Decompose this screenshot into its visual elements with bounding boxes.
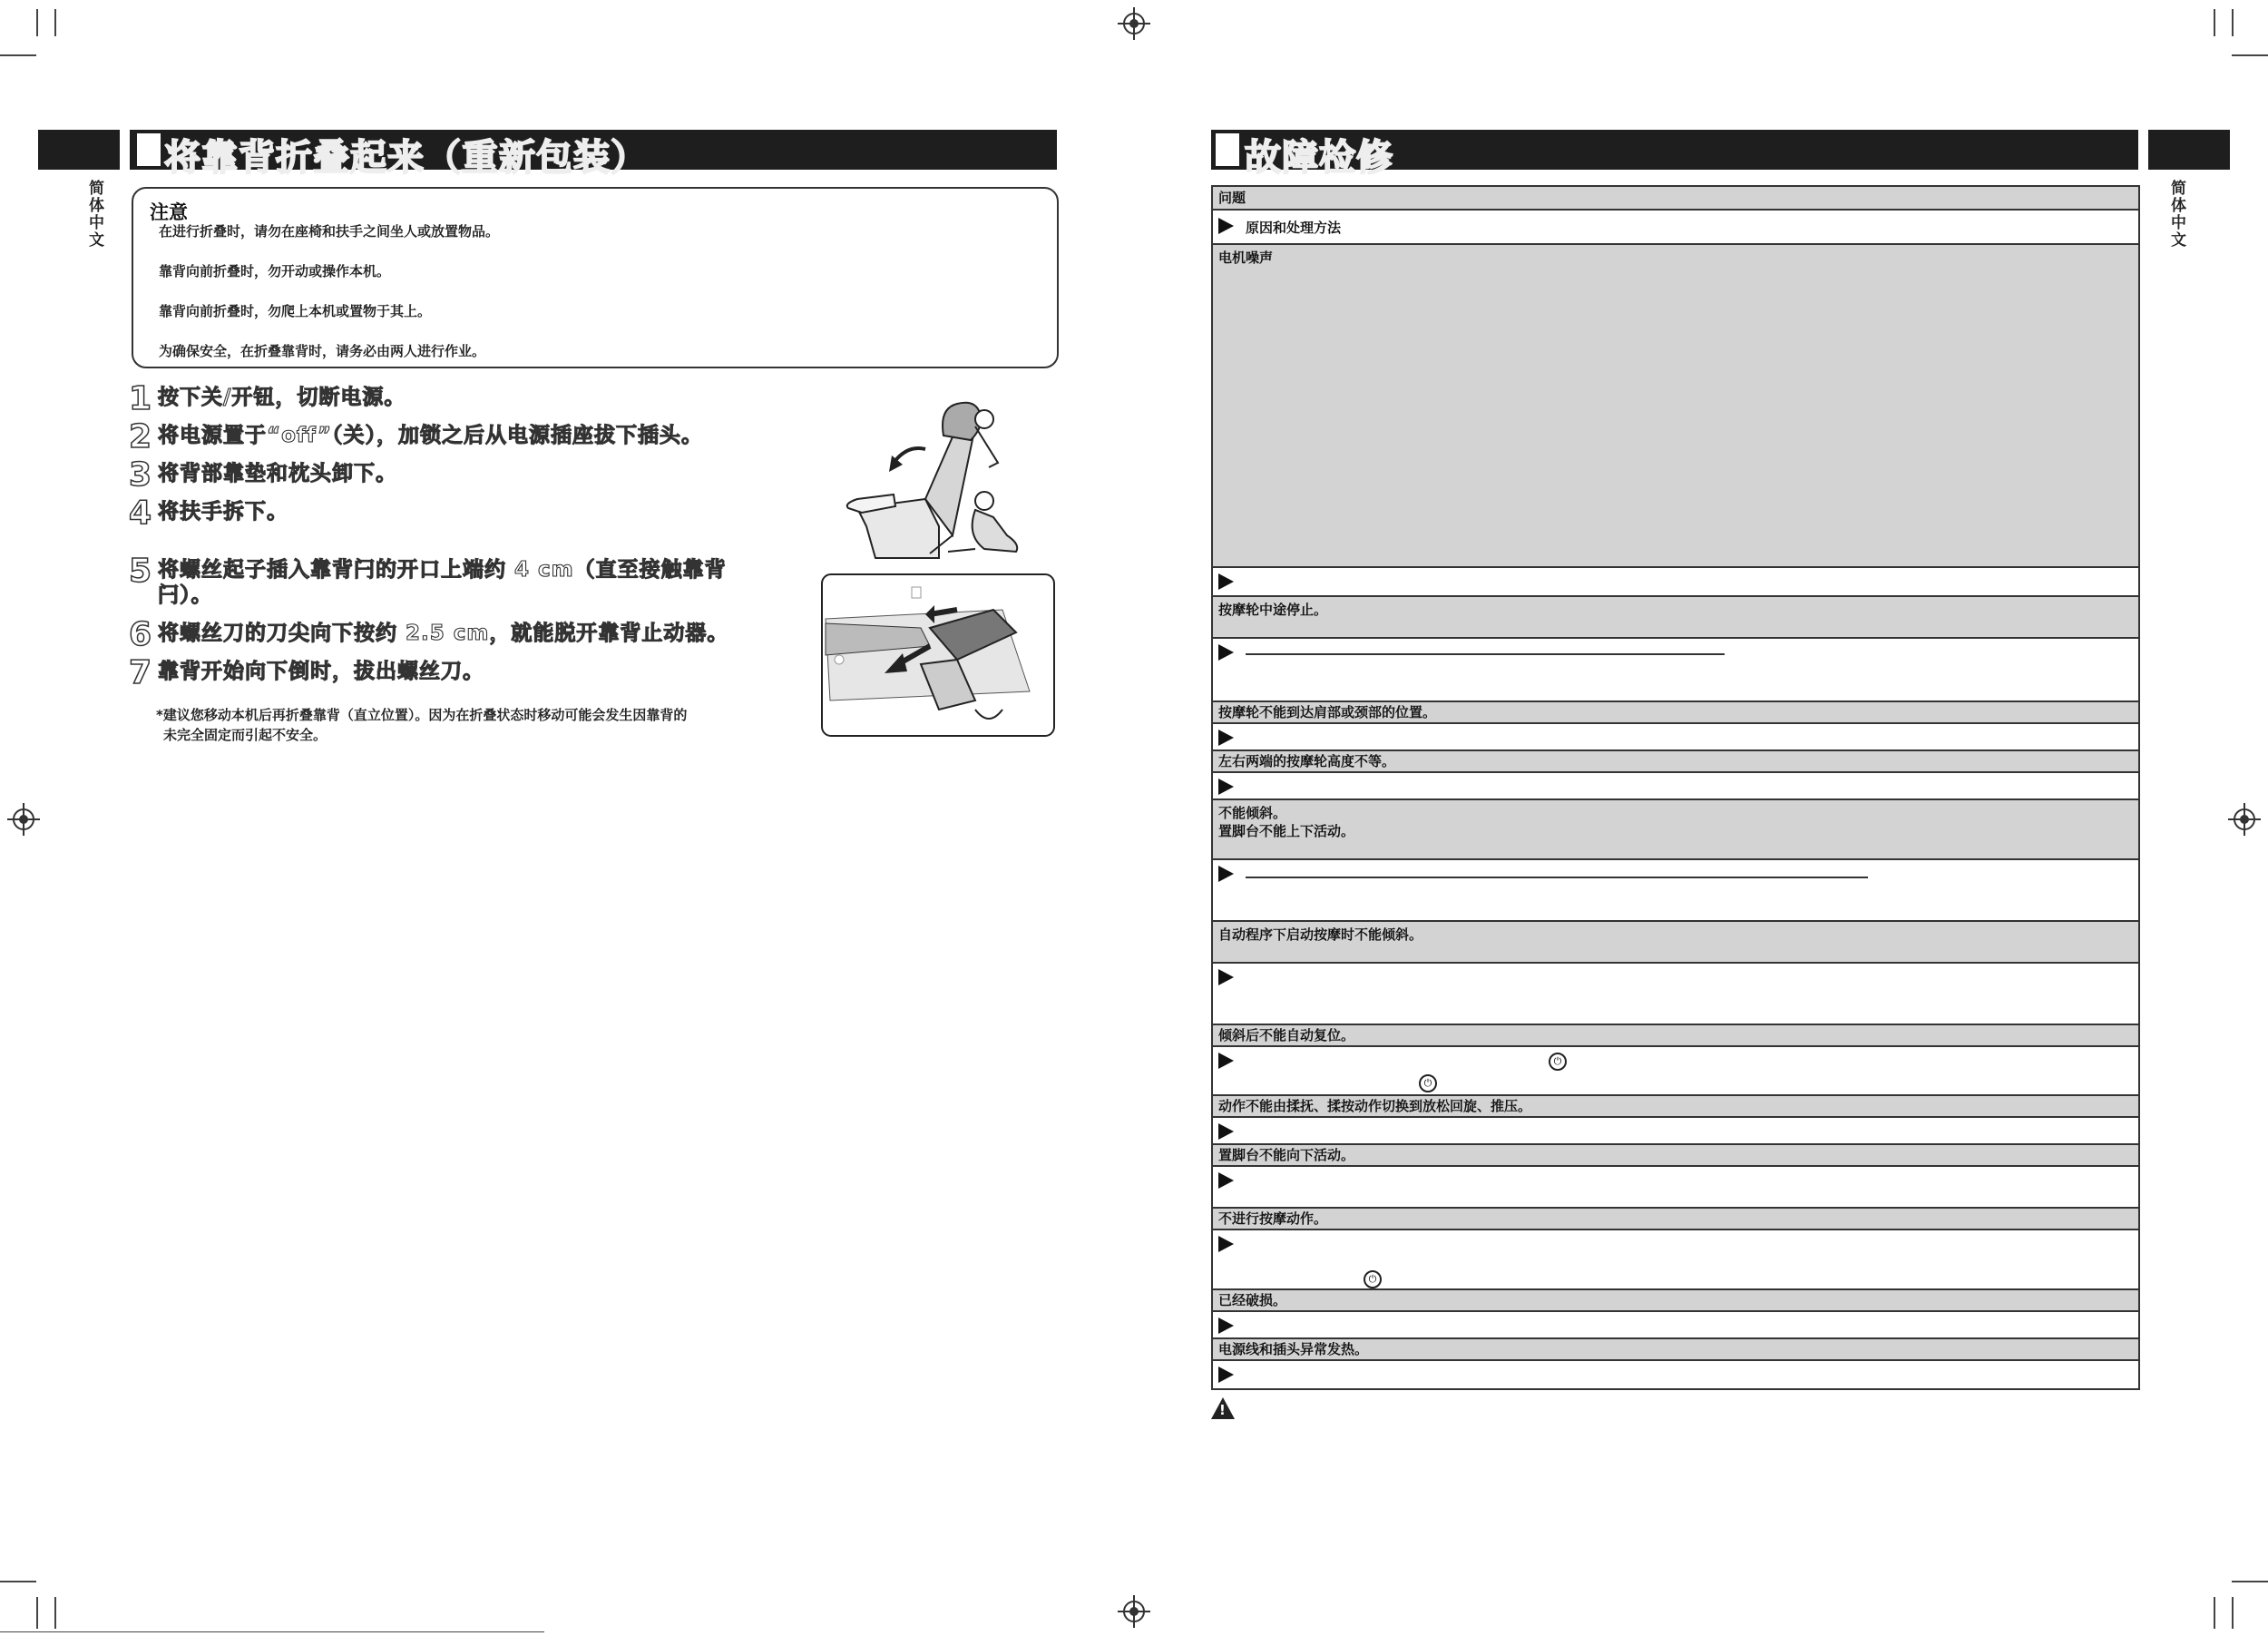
arrow-icon (1218, 218, 1234, 234)
solution-row (1213, 1230, 2138, 1290)
step-number: 5 (129, 553, 152, 590)
problem-row (1213, 1096, 2138, 1118)
step-text-continued: 闩）。 (158, 583, 213, 607)
crop-mark (0, 1581, 36, 1582)
step-text: 将扶手拆下。 (158, 500, 288, 524)
solution-row (1213, 1312, 2138, 1339)
chair-folding-illustration (839, 399, 1057, 572)
arrow-icon (1218, 1236, 1234, 1252)
step-number: 1 (129, 380, 152, 417)
problem-row (1213, 1209, 2138, 1230)
step-number: 2 (129, 418, 152, 456)
power-button-icon: ⏻ (1364, 1270, 1382, 1288)
step-text: 按下关/开钮，切断电源。 (158, 386, 406, 409)
problem-row (1213, 922, 2138, 964)
power-button-icon: ⏻ (1419, 1074, 1437, 1092)
language-label: 简体中文 (85, 180, 103, 249)
left-title-bar (130, 130, 1057, 179)
problem-row (1213, 800, 2138, 860)
arrow-icon (1218, 969, 1234, 985)
crop-mark (36, 1597, 38, 1629)
arrow-icon (1218, 1367, 1234, 1383)
problem-text: 置脚台不能上下活动。 (1218, 823, 1355, 839)
table-header-problem (1213, 187, 2138, 211)
solution-row (1213, 860, 2138, 922)
solution-row (1213, 1118, 2138, 1145)
problem-text: 按摩轮不能到达肩部或颈部的位置。 (1218, 704, 1437, 720)
arrow-icon (1218, 1123, 1234, 1140)
crop-mark (2214, 9, 2215, 36)
problem-row (1213, 702, 2138, 724)
problem-text: 倾斜后不能自动复位。 (1218, 1027, 1355, 1043)
solution-row (1213, 1361, 2138, 1388)
problem-row (1213, 1290, 2138, 1312)
problem-row (1213, 1339, 2138, 1361)
caution-item: 为确保安全，在折叠靠背时，请务必由两人进行作业。 (159, 343, 486, 359)
problem-row (1213, 751, 2138, 773)
registration-mark-icon (1123, 13, 1145, 34)
caution-item: 靠背向前折叠时，勿开动或操作本机。 (159, 263, 391, 279)
header-solution-label: 原因和处理方法 (1246, 220, 1342, 236)
arrow-icon (1218, 730, 1234, 746)
step-number: 7 (129, 654, 152, 691)
left-side-tab (38, 130, 120, 170)
screwdriver-detail-illustration (821, 573, 1055, 737)
problem-text: 已经破损。 (1218, 1292, 1287, 1308)
header-problem-label: 问题 (1218, 190, 1246, 206)
caution-item: 靠背向前折叠时，勿爬上本机或置物于其上。 (159, 303, 432, 319)
page-title: 故障检修 (1245, 137, 1393, 179)
arrow-icon (1218, 1318, 1234, 1334)
divider (1246, 653, 1725, 655)
caution-box (132, 187, 1059, 368)
footnote (156, 705, 687, 745)
crop-mark (2232, 9, 2234, 36)
crop-mark (0, 54, 36, 56)
step-number: 3 (129, 456, 152, 494)
problem-row (1213, 1145, 2138, 1167)
page-title: 将靠背折叠起来（重新包装） (164, 137, 648, 179)
title-marker (1216, 133, 1239, 166)
problem-text: 动作不能由揉抚、揉按动作切换到放松回旋、推压。 (1218, 1098, 1532, 1114)
right-title-bar (1211, 130, 2138, 179)
arrow-icon (1218, 644, 1234, 661)
solution-row (1213, 568, 2138, 597)
crop-mark (54, 1597, 56, 1629)
arrow-icon (1218, 1053, 1234, 1069)
solution-row (1213, 773, 2138, 800)
language-label: 简体中文 (2167, 180, 2185, 249)
step-text: 将电源置于“off”（关），加锁之后从电源插座拔下插头。 (158, 424, 704, 447)
step-number: 6 (129, 616, 152, 653)
step-text: 将螺丝刀的刀尖向下按约 2.5 cm，就能脱开靠背止动器。 (158, 622, 729, 645)
solution-row (1213, 1047, 2138, 1096)
solution-row (1213, 724, 2138, 751)
right-side-tab (2148, 130, 2230, 170)
arrow-icon (1218, 573, 1234, 590)
step-number: 4 (129, 495, 152, 532)
problem-row (1213, 1025, 2138, 1047)
warning-icon (1211, 1397, 1235, 1419)
power-button-icon: ⏻ (1549, 1053, 1567, 1071)
step-text: 将背部靠垫和枕头卸下。 (158, 462, 397, 485)
step-text: 将螺丝起子插入靠背闩的开口上端约 4 cm（直至接触靠背 (158, 558, 727, 582)
caution-item: 在进行折叠时，请勿在座椅和扶手之间坐人或放置物品。 (159, 223, 500, 240)
problem-text: 电源线和插头异常发热。 (1218, 1341, 1369, 1357)
crop-mark (36, 9, 38, 36)
crop-mark (54, 9, 56, 36)
problem-text: 不进行按摩动作。 (1218, 1210, 1328, 1227)
crop-mark (2232, 1581, 2268, 1582)
footnote-line: 未完全固定而引起不安全。 (163, 727, 327, 743)
title-marker (137, 133, 161, 166)
crop-mark (2214, 1597, 2215, 1629)
table-header-solution (1213, 211, 2138, 245)
footnote-line: *建议您移动本机后再折叠靠背（直立位置）。因为在折叠状态时移动可能会发生因靠背的 (156, 707, 688, 723)
problem-row (1213, 245, 2138, 568)
solution-row (1213, 1167, 2138, 1209)
registration-mark-icon (13, 808, 34, 830)
problem-row (1213, 597, 2138, 639)
problem-text: 置脚台不能向下活动。 (1218, 1147, 1355, 1163)
solution-row (1213, 639, 2138, 702)
crop-mark (2232, 54, 2268, 56)
registration-mark-icon (2234, 808, 2255, 830)
problem-text: 电机噪声 (1218, 250, 1274, 266)
problem-text: 不能倾斜。 (1218, 805, 1287, 821)
arrow-icon (1218, 866, 1234, 882)
divider (1246, 877, 1868, 878)
problem-text: 自动程序下启动按摩时不能倾斜。 (1218, 926, 1423, 943)
problem-text: 左右两端的按摩轮高度不等。 (1218, 753, 1396, 769)
bottom-rule (0, 1631, 544, 1632)
step-text: 靠背开始向下倒时，拔出螺丝刀。 (158, 660, 484, 683)
crop-mark (2232, 1597, 2234, 1629)
arrow-icon (1218, 779, 1234, 795)
caution-heading: 注意 (150, 201, 188, 223)
problem-text: 按摩轮中途停止。 (1218, 602, 1328, 618)
troubleshooting-table (1211, 185, 2140, 1390)
registration-mark-icon (1123, 1601, 1145, 1622)
solution-row (1213, 964, 2138, 1025)
arrow-icon (1218, 1172, 1234, 1189)
